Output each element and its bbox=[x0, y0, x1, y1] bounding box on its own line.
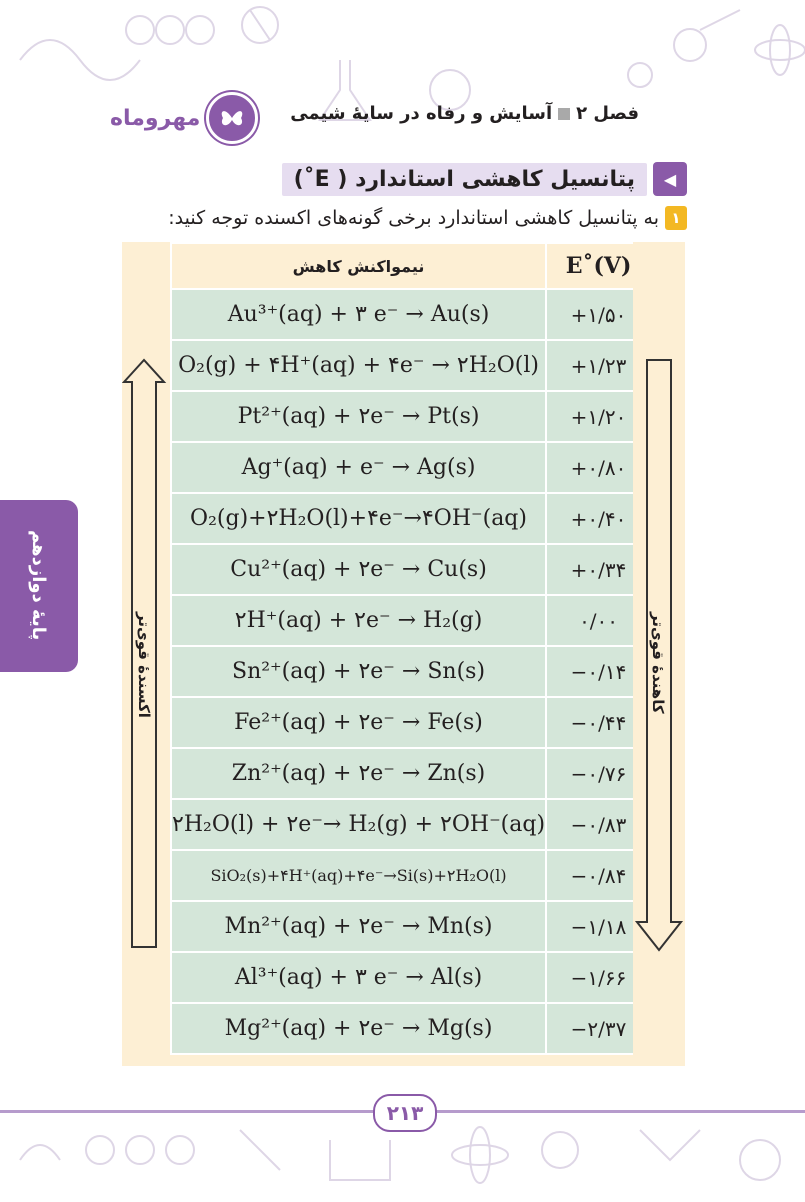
header-reaction: نیمواکنش کاهش bbox=[171, 243, 546, 289]
e-cell: +۰/۳۴ bbox=[546, 544, 651, 595]
e-cell: +۰/۴۰ bbox=[546, 493, 651, 544]
intro-text: به پتانسیل کاهشی استاندارد برخی گونه‌های اکسنده توجه کنید: bbox=[168, 207, 659, 229]
left-arrow-label: اکسندهٔ قوی‌تر bbox=[135, 612, 153, 718]
table-row bbox=[171, 952, 651, 1003]
header-e: E˚(V) bbox=[546, 243, 651, 289]
page-header bbox=[0, 95, 805, 145]
e-cell: −۰/۸۴ bbox=[546, 850, 651, 901]
e-cell: +۰/۸۰ bbox=[546, 442, 651, 493]
section-title-row bbox=[282, 160, 687, 198]
e-cell: −۱/۶۶ bbox=[546, 952, 651, 1003]
e-cell: +۱/۵۰ bbox=[546, 289, 651, 340]
table-row bbox=[171, 748, 651, 799]
reactions-table bbox=[170, 242, 652, 1055]
table-row bbox=[171, 595, 651, 646]
question-number: ۱ bbox=[665, 206, 687, 230]
table-row bbox=[171, 1003, 651, 1054]
section-title: پتانسیل کاهشی استاندارد ( E˚) bbox=[282, 163, 647, 196]
reaction-cell: Mg²⁺(aq) + ۲e⁻ → Mg(s) bbox=[171, 1003, 546, 1054]
table-row bbox=[171, 544, 651, 595]
e-cell: ۰/۰۰ bbox=[546, 595, 651, 646]
table-row bbox=[171, 850, 651, 901]
e-cell: −۱/۱۸ bbox=[546, 901, 651, 952]
potential-table bbox=[122, 242, 685, 1066]
intro-line bbox=[168, 206, 687, 230]
e-cell: −۰/۴۴ bbox=[546, 697, 651, 748]
reaction-cell: Ag⁺(aq) + e⁻ → Ag(s) bbox=[171, 442, 546, 493]
table-row bbox=[171, 901, 651, 952]
reaction-cell: O₂(g) + ۴H⁺(aq) + ۴e⁻ → ۲H₂O(l) bbox=[171, 340, 546, 391]
e-cell: −۰/۱۴ bbox=[546, 646, 651, 697]
reaction-cell: Cu²⁺(aq) + ۲e⁻ → Cu(s) bbox=[171, 544, 546, 595]
e-cell: +۱/۲۳ bbox=[546, 340, 651, 391]
left-arrow-column bbox=[122, 242, 170, 1066]
side-tab-label: پایهٔ دوازدهم bbox=[28, 530, 49, 641]
triangle-left-icon: ◀ bbox=[653, 162, 687, 196]
table-row bbox=[171, 697, 651, 748]
table-row bbox=[171, 646, 651, 697]
side-tab bbox=[0, 500, 78, 672]
e-cell: −۰/۷۶ bbox=[546, 748, 651, 799]
brand-logo bbox=[110, 95, 258, 141]
table-row bbox=[171, 391, 651, 442]
reaction-cell: ۲H₂O(l) + ۲e⁻→ H₂(g) + ۲OH⁻(aq) bbox=[171, 799, 546, 850]
logo-text: مهروماه bbox=[110, 105, 201, 131]
reaction-cell: O₂(g)+۲H₂O(l)+۴e⁻→۴OH⁻(aq) bbox=[171, 493, 546, 544]
right-arrow-label: کاهندهٔ قوی‌تر bbox=[649, 612, 667, 714]
e-cell: −۲/۳۷ bbox=[546, 1003, 651, 1054]
chapter-title: آسایش و رفاه در سایهٔ شیمی bbox=[290, 103, 553, 124]
reaction-cell: Fe²⁺(aq) + ۲e⁻ → Fe(s) bbox=[171, 697, 546, 748]
reaction-cell: SiO₂(s)+۴H⁺(aq)+۴e⁻→Si(s)+۲H₂O(l) bbox=[171, 850, 546, 901]
table-row bbox=[171, 442, 651, 493]
square-icon bbox=[558, 108, 570, 120]
page-number: ۲۱۳ bbox=[373, 1094, 437, 1132]
table-row bbox=[171, 289, 651, 340]
reaction-cell: Sn²⁺(aq) + ۲e⁻ → Sn(s) bbox=[171, 646, 546, 697]
reaction-cell: Zn²⁺(aq) + ۲e⁻ → Zn(s) bbox=[171, 748, 546, 799]
table-header-row bbox=[171, 243, 651, 289]
reaction-cell: Al³⁺(aq) + ۳ e⁻ → Al(s) bbox=[171, 952, 546, 1003]
chapter-heading bbox=[290, 103, 639, 124]
table-row bbox=[171, 340, 651, 391]
table-row bbox=[171, 799, 651, 850]
reaction-cell: Mn²⁺(aq) + ۲e⁻ → Mn(s) bbox=[171, 901, 546, 952]
table-row bbox=[171, 493, 651, 544]
e-cell: +۱/۲۰ bbox=[546, 391, 651, 442]
e-cell: −۰/۸۳ bbox=[546, 799, 651, 850]
reaction-cell: ۲H⁺(aq) + ۲e⁻ → H₂(g) bbox=[171, 595, 546, 646]
right-arrow-column bbox=[633, 242, 685, 1066]
reaction-cell: Pt²⁺(aq) + ۲e⁻ → Pt(s) bbox=[171, 391, 546, 442]
reaction-cell: Au³⁺(aq) + ۳ e⁻ → Au(s) bbox=[171, 289, 546, 340]
chapter-label: فصل ۲ bbox=[576, 103, 639, 124]
butterfly-icon bbox=[206, 92, 258, 144]
